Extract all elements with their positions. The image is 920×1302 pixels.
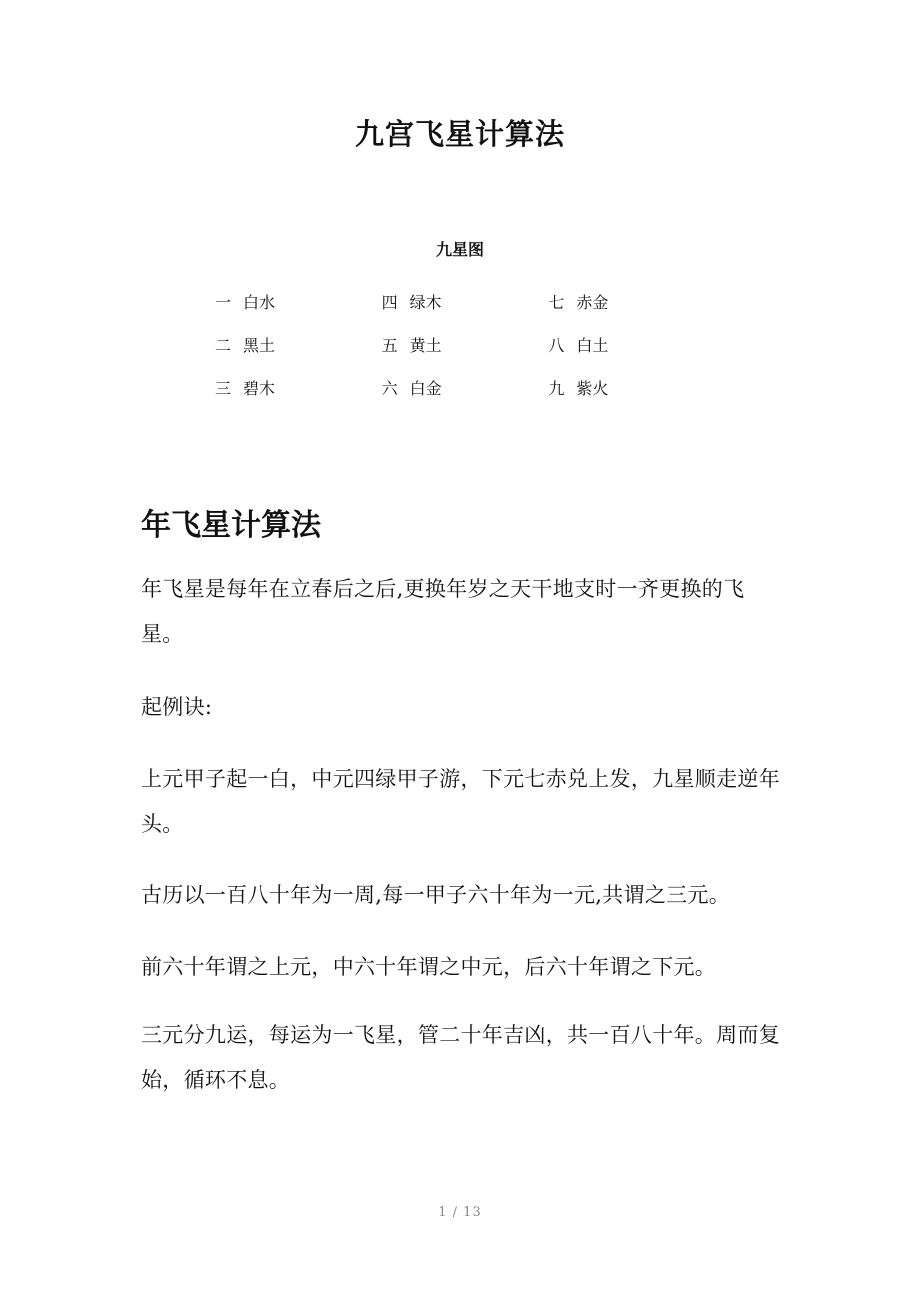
star-number: 五	[381, 336, 398, 355]
paragraph-intro: 年飞星是每年在立春后之后,更换年岁之天干地支时一齐更换的飞星。	[141, 577, 745, 646]
star-name: 白金	[409, 379, 442, 398]
star-name: 碧木	[243, 379, 276, 398]
nine-stars-row	[215, 323, 715, 366]
nine-stars-table	[215, 280, 715, 409]
star-cell	[548, 376, 715, 399]
paragraph-cycle: 古历以一百八十年为一周,每一甲子六十年为一元,共谓之三元。	[141, 883, 731, 907]
star-name: 白水	[243, 293, 276, 312]
nine-stars-row	[215, 280, 715, 323]
star-number: 六	[381, 379, 398, 398]
star-number: 七	[548, 293, 565, 312]
star-name: 绿木	[409, 293, 442, 312]
star-cell	[548, 333, 715, 356]
star-number: 四	[381, 293, 398, 312]
star-name: 赤金	[576, 293, 609, 312]
star-number: 八	[548, 336, 565, 355]
star-cell	[382, 376, 549, 399]
nine-stars-caption: 九星图	[435, 240, 484, 259]
section-heading: 年飞星计算法	[141, 508, 321, 543]
star-cell	[382, 333, 549, 356]
star-number: 一	[215, 293, 232, 312]
star-cell	[215, 333, 382, 356]
star-number: 三	[215, 379, 232, 398]
star-cell	[382, 290, 549, 313]
document-title: 九宫飞星计算法	[354, 117, 565, 151]
star-name: 黑土	[243, 336, 276, 355]
nine-stars-row	[215, 366, 715, 409]
star-cell	[215, 290, 382, 313]
paragraph-nine-periods: 三元分九运，每运为一飞星，管二十年吉凶，共一百八十年。周而复始，循环不息。	[141, 1023, 780, 1092]
star-cell	[215, 376, 382, 399]
star-name: 白土	[576, 336, 609, 355]
star-cell	[548, 290, 715, 313]
paragraph-rule-label: 起例诀:	[141, 695, 213, 719]
paragraph-rhyme: 上元甲子起一白，中元四绿甲子游，下元七赤兑上发，九星顺走逆年头。	[141, 767, 780, 836]
star-name: 黄土	[409, 336, 442, 355]
paragraph-three-eras: 前六十年谓之上元，中六十年谓之中元，后六十年谓之下元。	[141, 955, 717, 979]
page-number: 1 / 13	[438, 1205, 482, 1220]
star-name: 紫火	[576, 379, 609, 398]
star-number: 九	[548, 379, 565, 398]
star-number: 二	[215, 336, 232, 355]
